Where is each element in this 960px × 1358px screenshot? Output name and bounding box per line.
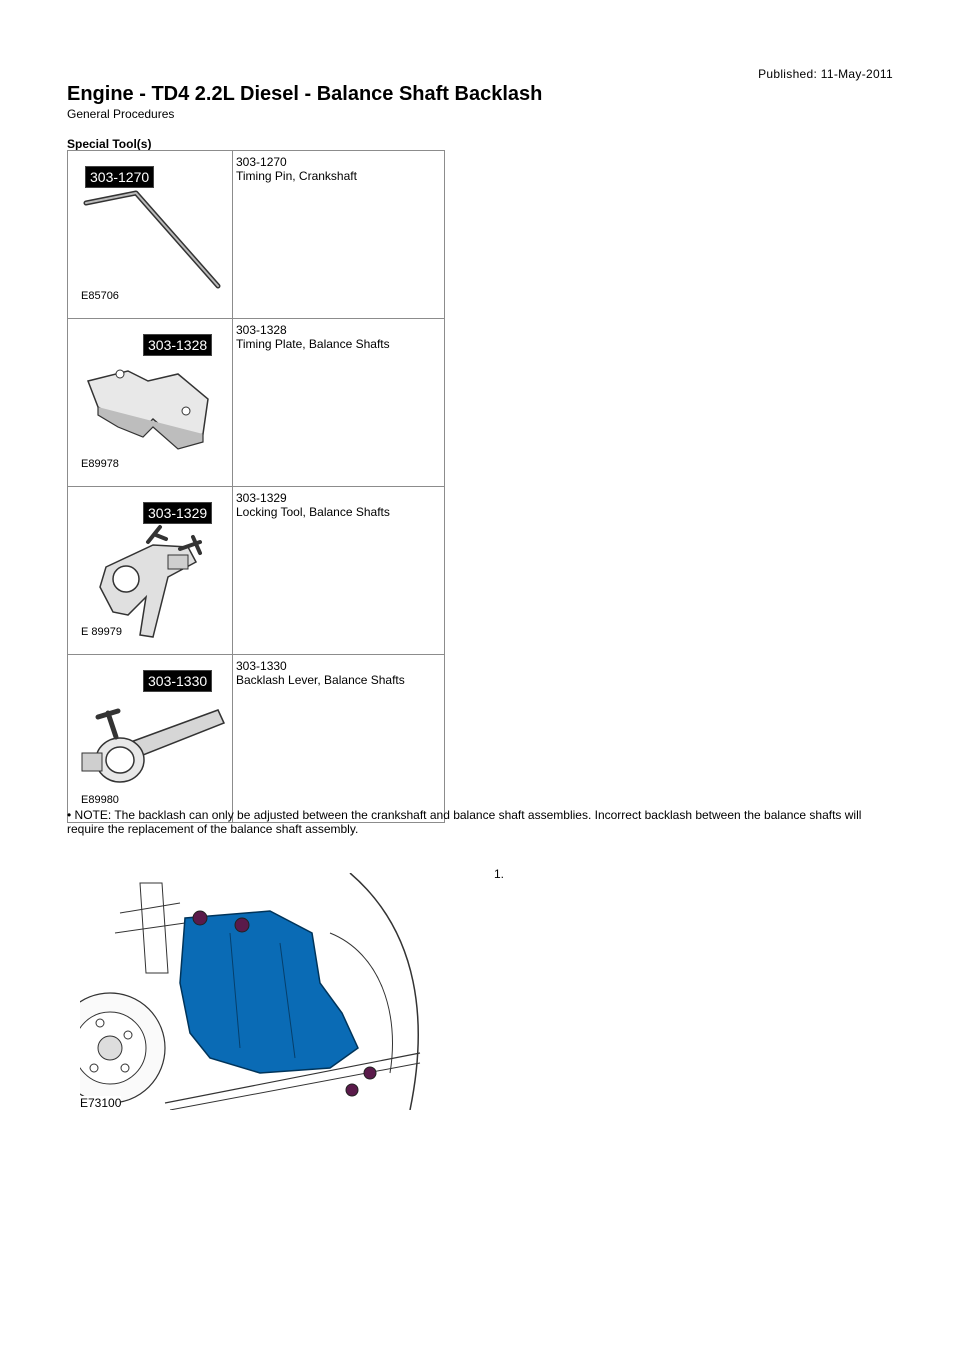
table-row	[68, 319, 445, 487]
tool-number: 303-1329	[236, 491, 287, 505]
tool-callout: 303-1330	[143, 670, 212, 692]
table-row	[68, 487, 445, 655]
tool-image-cell	[68, 487, 233, 655]
tool-description-cell	[233, 655, 445, 823]
tool-name: Backlash Lever, Balance Shafts	[236, 673, 405, 687]
tool-name: Locking Tool, Balance Shafts	[236, 505, 390, 519]
tool-number: 303-1330	[236, 659, 287, 673]
tool-image-cell	[68, 655, 233, 823]
tool-image-cell	[68, 151, 233, 319]
locking-tool-illustration	[68, 487, 232, 650]
timing-plate-illustration	[68, 319, 232, 482]
tool-callout: 303-1329	[143, 502, 212, 524]
special-tools-table	[67, 150, 445, 823]
tool-callout: 303-1328	[143, 334, 212, 356]
note-text: • NOTE: The backlash can only be adjusted between the crankshaft and balance shaft assemblies. Incorrect backlash between the balance shafts will require the replacement of the balance shaft assembly.	[67, 808, 862, 836]
tool-description-cell	[233, 487, 445, 655]
table-row	[68, 655, 445, 823]
tool-name: Timing Pin, Crankshaft	[236, 169, 357, 183]
tool-description-cell	[233, 151, 445, 319]
page-title: Engine - TD4 2.2L Diesel - Balance Shaft Backlash	[67, 83, 543, 105]
figure-label: E 89979	[81, 626, 122, 638]
figure-label: E85706	[81, 290, 119, 302]
tool-callout: 303-1270	[85, 166, 154, 188]
figure-label: E89978	[81, 458, 119, 470]
backlash-lever-illustration	[68, 655, 232, 818]
figure-label: E73100	[80, 1096, 122, 1110]
page-subtitle: General Procedures	[67, 107, 175, 121]
tool-description-cell	[233, 319, 445, 487]
special-tools-heading: Special Tool(s)	[67, 137, 152, 151]
table-row	[68, 151, 445, 319]
published-date: Published: 11-May-2011	[758, 67, 893, 81]
step-number: 1.	[494, 867, 505, 881]
figure-label: E89980	[81, 794, 119, 806]
tool-image-cell	[68, 319, 233, 487]
engine-undershield-illustration	[80, 873, 430, 1110]
timing-pin-illustration	[68, 151, 232, 314]
tool-name: Timing Plate, Balance Shafts	[236, 337, 390, 351]
tool-number: 303-1328	[236, 323, 287, 337]
tool-number: 303-1270	[236, 155, 287, 169]
